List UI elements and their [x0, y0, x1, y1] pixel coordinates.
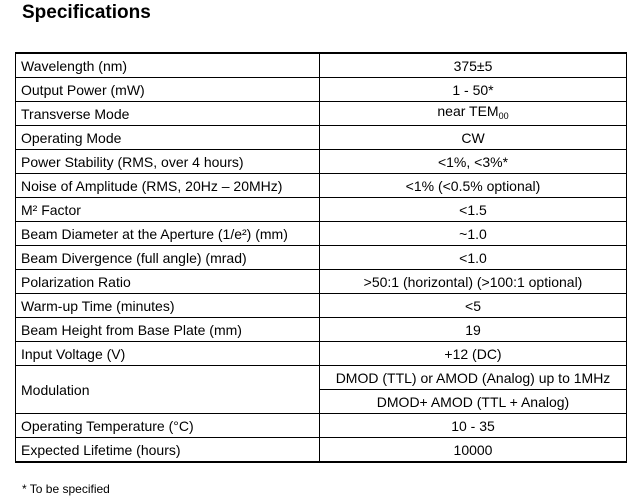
table-row: [16, 174, 627, 198]
spec-value: <5: [320, 294, 627, 318]
spec-value-subscript: 00: [498, 111, 509, 121]
table-row: [16, 222, 627, 246]
spec-label: Operating Mode: [16, 126, 320, 150]
spec-value: 10 - 35: [320, 414, 627, 438]
table-row: [16, 294, 627, 318]
spec-label: Wavelength (nm): [16, 53, 320, 78]
spec-label: Output Power (mW): [16, 78, 320, 102]
page-title: Specifications: [22, 2, 151, 23]
spec-label: Transverse Mode: [16, 102, 320, 126]
spec-value: >50:1 (horizontal) (>100:1 optional): [320, 270, 627, 294]
spec-value: DMOD+ AMOD (TTL + Analog): [320, 390, 627, 414]
table-row: [16, 126, 627, 150]
spec-value: ~1.0: [320, 222, 627, 246]
spec-value: +12 (DC): [320, 342, 627, 366]
spec-label: Expected Lifetime (hours): [16, 438, 320, 463]
spec-value: 19: [320, 318, 627, 342]
spec-value-text: near TEM: [437, 103, 499, 119]
spec-label: Polarization Ratio: [16, 270, 320, 294]
spec-label: M² Factor: [16, 198, 320, 222]
table-row: [16, 246, 627, 270]
spec-value: 10000: [320, 438, 627, 463]
table-row: [16, 438, 627, 463]
spec-label: Operating Temperature (°C): [16, 414, 320, 438]
table-row: [16, 150, 627, 174]
table-row: [16, 366, 627, 390]
table-row: [16, 342, 627, 366]
spec-label: Warm-up Time (minutes): [16, 294, 320, 318]
spec-label: Modulation: [16, 366, 320, 414]
table-row: [16, 53, 627, 78]
spec-value: 375±5: [320, 53, 627, 78]
spec-label: Beam Height from Base Plate (mm): [16, 318, 320, 342]
table-row: [16, 78, 627, 102]
spec-label: Noise of Amplitude (RMS, 20Hz – 20MHz): [16, 174, 320, 198]
spec-value: 1 - 50*: [320, 78, 627, 102]
table-row: [16, 102, 627, 126]
spec-value: [320, 102, 627, 126]
spec-label: Input Voltage (V): [16, 342, 320, 366]
spec-value: <1.0: [320, 246, 627, 270]
specifications-table: [15, 52, 627, 463]
table-row: [16, 198, 627, 222]
spec-label: Beam Diameter at the Aperture (1/e²) (mm): [16, 222, 320, 246]
table-row: [16, 414, 627, 438]
spec-value: <1%, <3%*: [320, 150, 627, 174]
spec-value: CW: [320, 126, 627, 150]
spec-label: Beam Divergence (full angle) (mrad): [16, 246, 320, 270]
table-row: [16, 318, 627, 342]
table-row: [16, 270, 627, 294]
spec-label: Power Stability (RMS, over 4 hours): [16, 150, 320, 174]
spec-value: <1% (<0.5% optional): [320, 174, 627, 198]
spec-value: <1.5: [320, 198, 627, 222]
spec-value: DMOD (TTL) or AMOD (Analog) up to 1MHz: [320, 366, 627, 390]
footnote: * To be specified: [22, 482, 110, 496]
